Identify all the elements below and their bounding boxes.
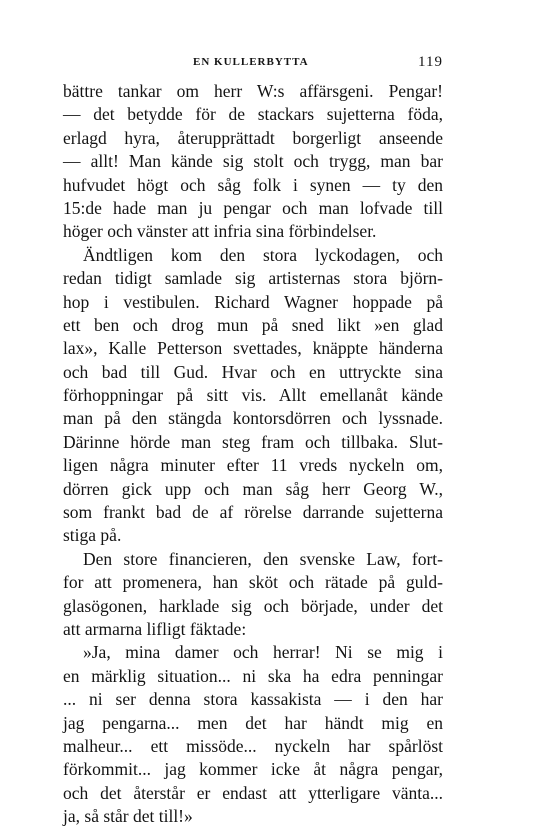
text-line: och det återstår er endast att ytterligare vänta... (63, 782, 443, 803)
text-line: erlagd hyra, återupprättadt borgerligt anseende (63, 127, 443, 148)
text-line: ... ni ser denna stora kassakista — i den har (63, 689, 443, 710)
text-line: — allt! Man kände sig stolt och trygg, man bar (63, 151, 443, 172)
text-line: — det betydde för de stackars sujetterna föda, (63, 104, 443, 125)
text-line: jag pengarna... men det har händt mig en (63, 712, 443, 733)
text-line: höger och vänster att infria sina förbindelser. (63, 221, 377, 242)
text-line: ja, så står det till!» (63, 806, 193, 827)
text-line: hufvudet högt och såg folk i synen — ty den (63, 174, 443, 195)
text-line: Ändtligen kom den stora lyckodagen, och (83, 244, 443, 265)
text-line: en märklig situation... ni ska ha edra penningar (63, 665, 443, 686)
text-line: dörren gick upp och man såg herr Georg W., (63, 478, 443, 499)
text-line: Den store financieren, den svenske Law, fort- (83, 548, 443, 569)
text-line: och bad till Gud. Hvar och en uttryckte sina (63, 361, 443, 382)
page-number: 119 (418, 54, 443, 70)
body-text (63, 80, 443, 829)
text-line: ett ben och drog mun på sned likt »en glad (63, 314, 443, 335)
text-line: »Ja, mina damer och herrar! Ni se mig i (83, 642, 443, 663)
running-head (63, 56, 443, 72)
text-line: att armarna lifligt fäktade: (63, 618, 247, 639)
text-line: hop i vestibulen. Richard Wagner hoppade på (63, 291, 443, 312)
text-line: lax», Kalle Petterson svettades, knäppte händerna (63, 338, 443, 359)
text-line: malheur... ett missöde... nyckeln har spårlöst (63, 735, 443, 756)
text-line: bättre tankar om herr W:s affärsgeni. Pengar! (63, 81, 443, 101)
text-line: förkommit... jag kommer icke åt några pengar, (63, 759, 443, 780)
text-line: for att promenera, han sköt och rätade på guld- (63, 572, 443, 593)
text-line: stiga på. (63, 525, 122, 546)
text-line: redan tidigt samlade sig artisternas stora björn- (63, 268, 443, 289)
text-line: Därinne hörde man steg fram och tillbaka. Slut- (63, 431, 443, 452)
text-line: 15:de hade man ju pengar och man lofvade till (63, 197, 443, 218)
chapter-title: EN KULLERBYTTA (193, 56, 309, 68)
text-line: ligen några minuter efter 11 vreds nyckeln om, (63, 455, 443, 476)
text-line: man på den stängda kontorsdörren och lyssnade. (63, 408, 443, 429)
text-line: glasögonen, harklade sig och började, under det (63, 595, 443, 616)
text-line: förhoppningar på sitt vis. Allt emellanåt kände (63, 385, 443, 406)
text-line: som frankt bad de af rörelse darrande sujetterna (63, 502, 443, 523)
